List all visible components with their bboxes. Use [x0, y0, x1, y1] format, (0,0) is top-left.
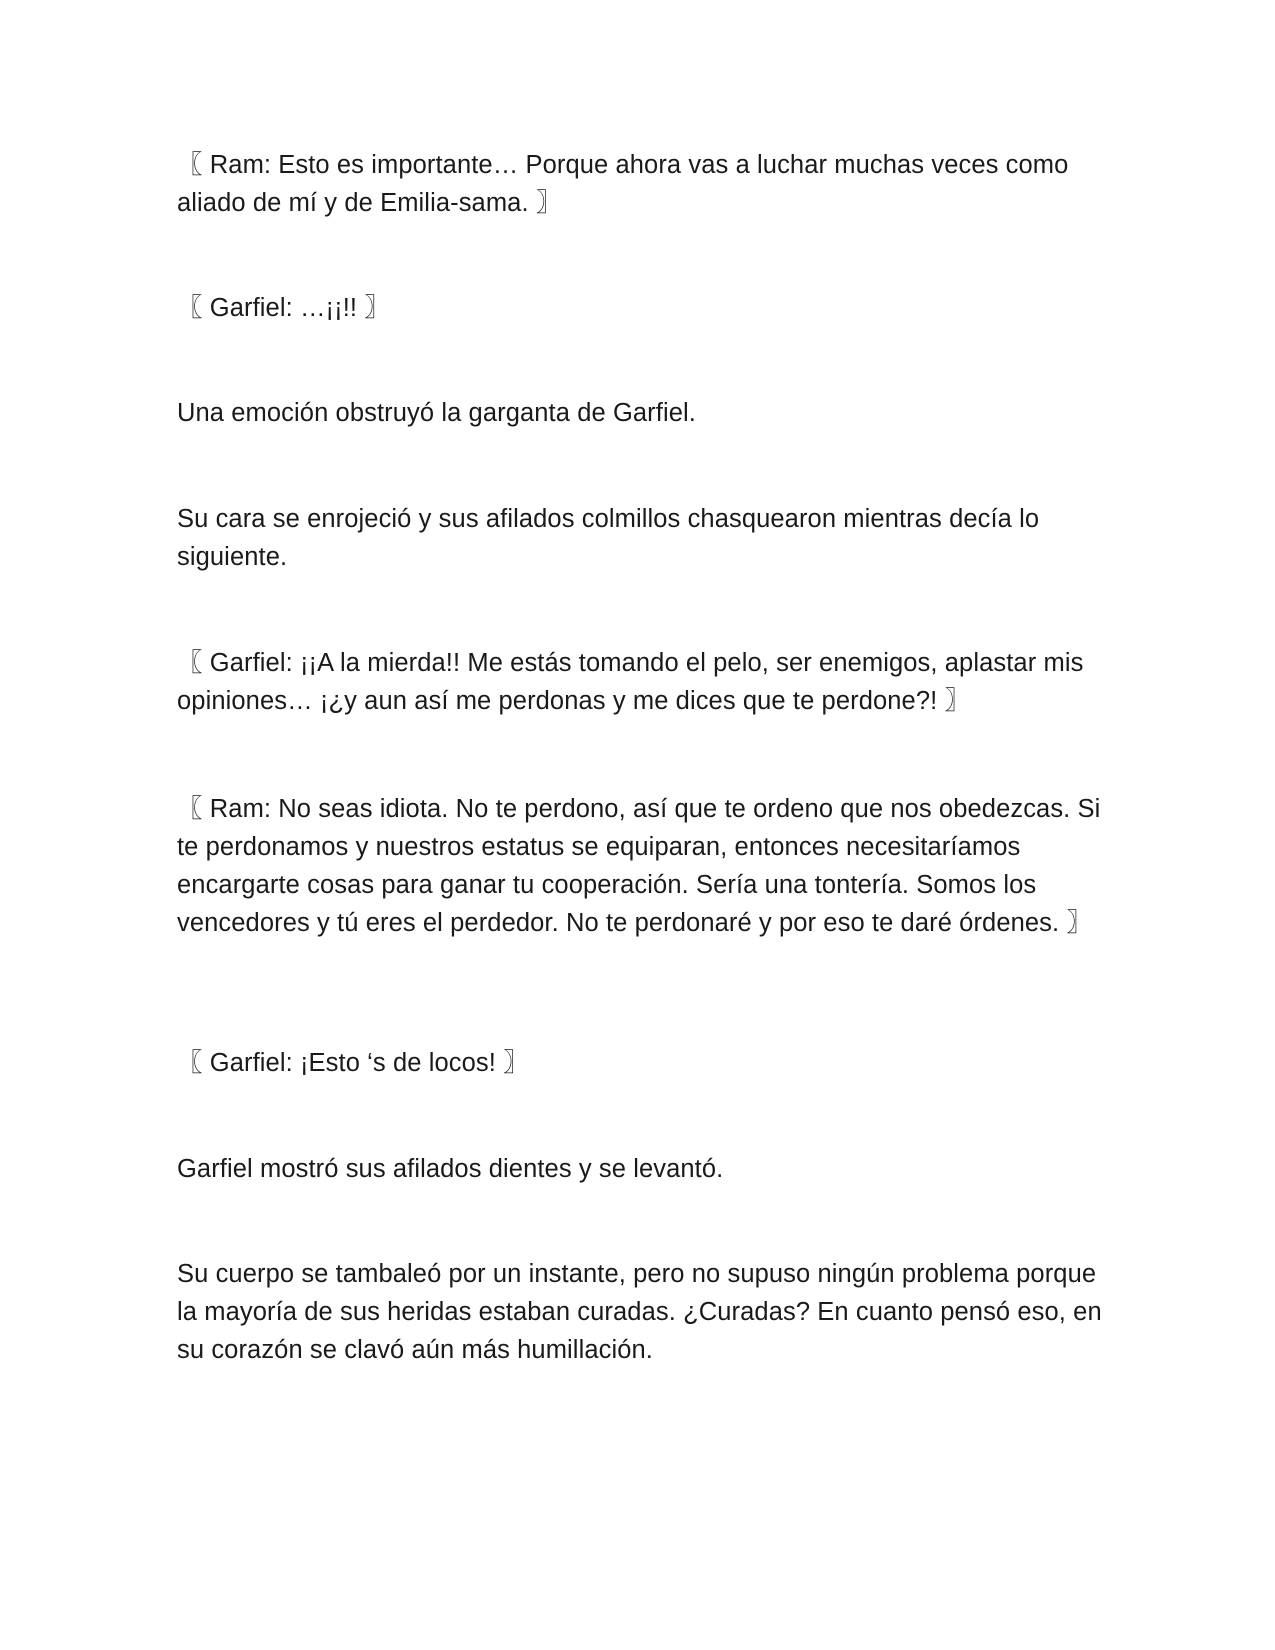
paragraph-narration-4: Su cuerpo se tambaleó por un instante, pero no supuso ningún problema porque la mayoría de sus heridas estaban curadas. ¿Curadas? En cuanto pensó eso, en su corazón se clavó aún más humillación. — [177, 1260, 1102, 1364]
paragraph-garfiel-dialogue-1: 〖 Garfiel: …¡¡!! 〗 — [177, 294, 390, 322]
paragraph-narration-2: Su cara se enrojeció y sus afilados colmillos chasquearon mientras decía lo siguiente. — [177, 505, 1040, 571]
paragraph-narration-3: Garfiel mostró sus afilados dientes y se levantó. — [177, 1155, 724, 1183]
paragraph-narration-1: Una emoción obstruyó la garganta de Garfiel. — [177, 399, 696, 427]
paragraph-ram-dialogue-2: 〖 Ram: No seas idiota. No te perdono, así que te ordeno que nos obedezcas. Si te perdonamos y nuestros estatus se equiparan, entonces necesitaríamos encargarte cosas para ganar tu cooperación. Sería una tontería. Somos los vencedores y tú eres el perdedor. No te perdonaré y por eso te daré órdenes. 〗 — [177, 795, 1101, 937]
paragraph-garfiel-dialogue-2: 〖 Garfiel: ¡¡A la mierda!! Me estás tomando el pelo, ser enemigos, aplastar mis opiniones… ¡¿y aun así me perdonas y me dices que te perdone?! 〗 — [177, 649, 1084, 715]
paragraph-ram-dialogue-1: 〖 Ram: Esto es importante… Porque ahora vas a luchar muchas veces como aliado de mí y de Emilia-sama. 〗 — [177, 151, 1069, 217]
paragraph-garfiel-dialogue-3: 〖 Garfiel: ¡Esto ‘s de locos! 〗 — [177, 1049, 529, 1077]
